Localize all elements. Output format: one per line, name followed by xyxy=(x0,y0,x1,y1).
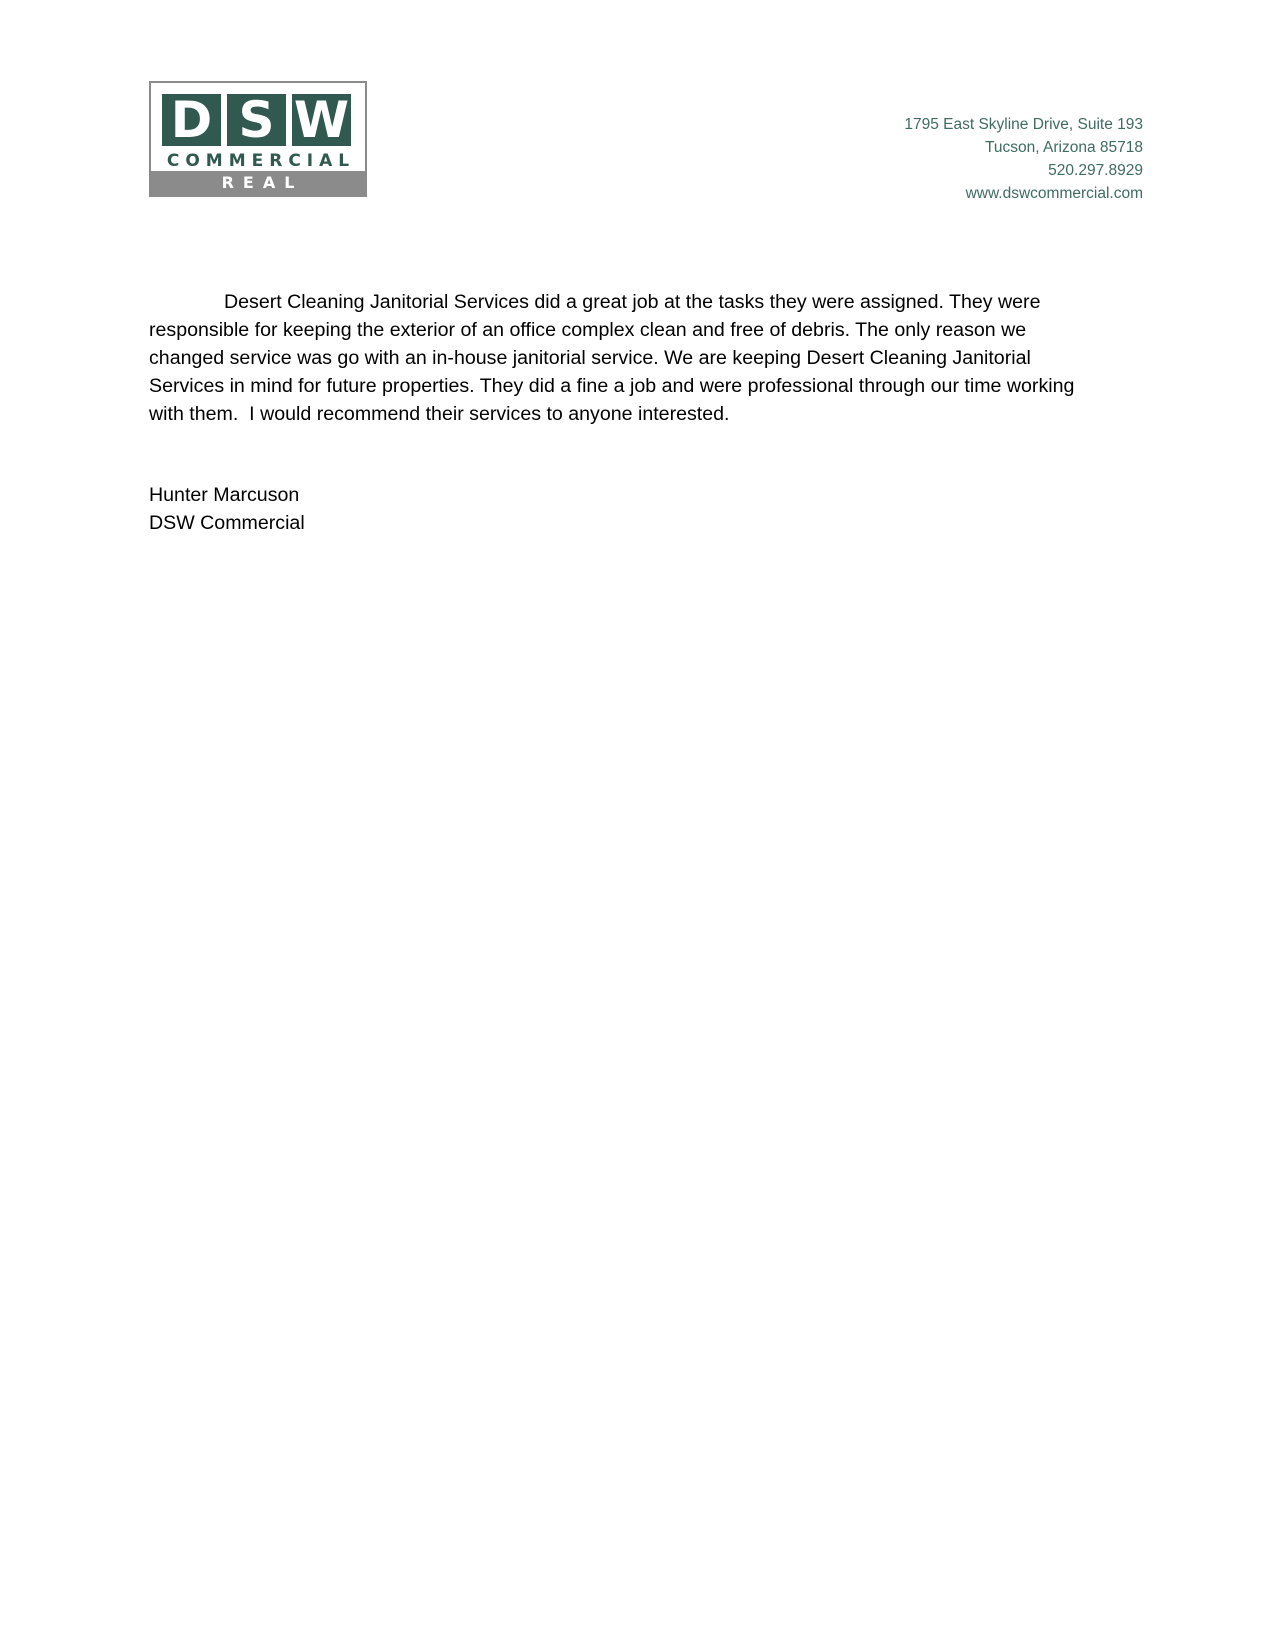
address-city: Tucson, Arizona 85718 xyxy=(985,139,1143,156)
letter-body-paragraph: Desert Cleaning Janitorial Services did a great job at the tasks they were assigned. They were responsible for keeping the exterior of an office complex clean and free of debris. The only reason we changed service was go with an in-house janitorial service. We are keeping Desert Cleaning Janitorial Services in mind for future properties. They did a fine a job and were professional through our time working with them. I would recommend their services to anyone interested. xyxy=(149,291,1080,425)
signature-name: Hunter Marcuson xyxy=(149,484,300,506)
logo-real-estate-text: REAL ESTATE xyxy=(202,173,323,214)
signature-company: DSW Commercial xyxy=(149,512,305,534)
logo-letter-w: W xyxy=(293,91,350,149)
logo-commercial-text: COMMERCIAL xyxy=(166,151,356,171)
address-block xyxy=(904,113,1143,205)
company-logo xyxy=(149,81,367,214)
logo-band xyxy=(151,171,365,214)
address-phone: 520.297.8929 xyxy=(1048,162,1143,179)
signature-block xyxy=(149,481,305,537)
logo-letter-d: D xyxy=(162,94,221,146)
address-street: 1795 East Skyline Drive, Suite 193 xyxy=(904,116,1143,133)
logo-letter-s: S xyxy=(227,94,286,146)
address-website: www.dswcommercial.com xyxy=(965,185,1143,202)
logo-letters xyxy=(162,91,351,149)
